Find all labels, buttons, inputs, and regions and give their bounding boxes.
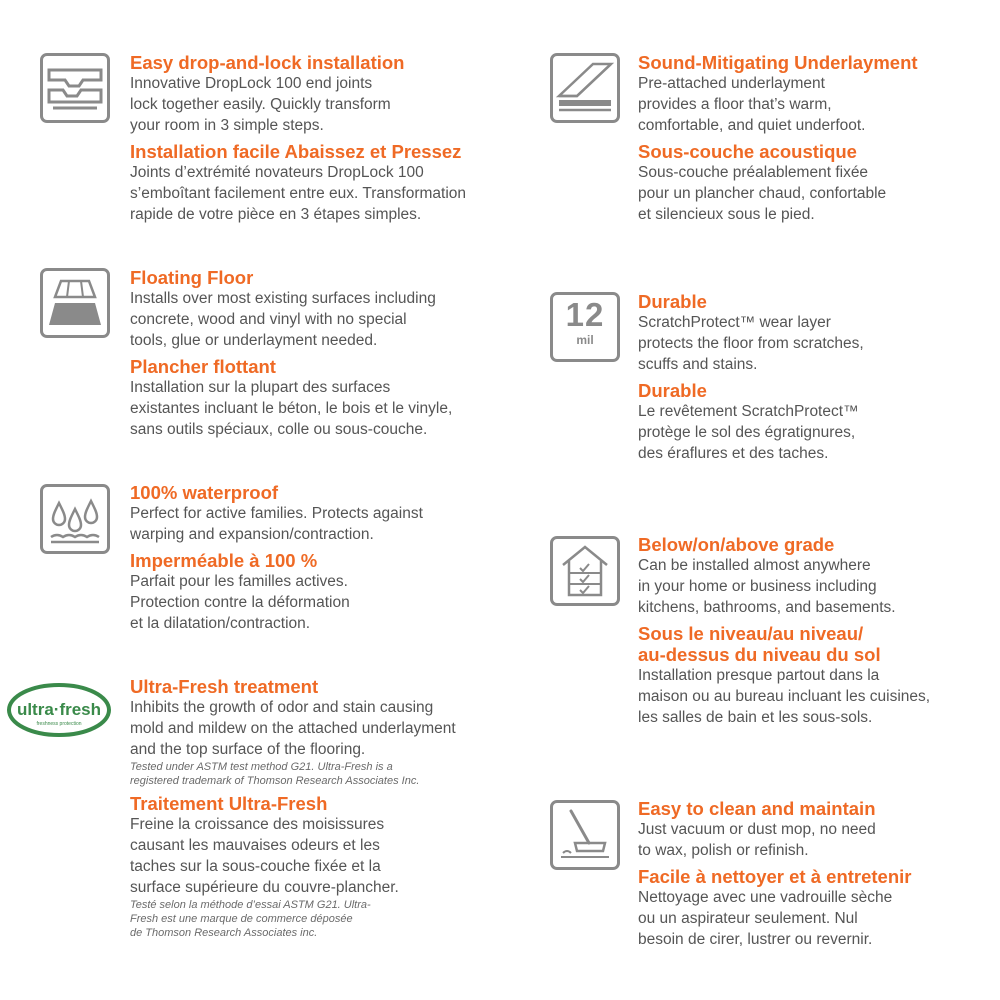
clean-title-fr: Facile à nettoyer et à entretenir — [638, 866, 912, 887]
durable-body-en-line: protects the floor from scratches, — [638, 335, 864, 352]
waterproof-body-fr-line: et la dilatation/contraction. — [130, 615, 311, 632]
droplock-body-en-line: Innovative DropLock 100 end joints — [130, 75, 373, 92]
floating-body-en-line: Installs over most existing surfaces including — [130, 290, 436, 307]
floating-title-fr: Plancher flottant — [130, 356, 276, 377]
ultrafresh-note-fr-line: Testé selon la méthode d’essai ASTM G21. Ultra- — [130, 899, 371, 911]
underlayment-layers-icon — [550, 53, 620, 123]
underlayment-title-en: Sound-Mitigating Underlayment — [638, 52, 918, 73]
waterproof-body-fr-line: Protection contre la déformation — [130, 594, 350, 611]
ultrafresh-title-fr: Traitement Ultra-Fresh — [130, 793, 328, 814]
grade-body-fr-line: Installation presque partout dans la — [638, 667, 880, 684]
droplock-title-en: Easy drop-and-lock installation — [130, 52, 405, 73]
wear-layer-12-mil-icon — [550, 292, 620, 362]
floating-title-en: Floating Floor — [130, 267, 254, 288]
floating-body-en-line: tools, glue or underlayment needed. — [130, 332, 378, 349]
house-levels-icon — [550, 536, 620, 606]
floating-body-fr-line: Installation sur la plupart des surfaces — [130, 379, 391, 396]
dust-mop-icon — [550, 800, 620, 870]
ultrafresh-body-fr-line: Freine la croissance des moisissures — [130, 816, 385, 833]
ultrafresh-note-en-line: registered trademark of Thomson Research Associates Inc. — [130, 775, 420, 787]
clean-body-fr-line: Nettoyage avec une vadrouille sèche — [638, 889, 893, 906]
ultrafresh-note-fr-line: de Thomson Research Associates inc. — [130, 927, 318, 939]
durable-body-en-line: scuffs and stains. — [638, 356, 758, 373]
clean-title-en: Easy to clean and maintain — [638, 798, 876, 819]
clean-body-fr-line: ou un aspirateur seulement. Nul — [638, 910, 858, 927]
ultra-fresh-logo — [6, 682, 112, 738]
droplock-body-fr-line: s’emboîtant facilement entre eux. Transformation — [130, 185, 466, 202]
durable-body-fr-line: Le revêtement ScratchProtect™ — [638, 403, 859, 420]
grade-body-en-line: in your home or business including — [638, 578, 877, 595]
underlayment-body-fr-line: Sous-couche préalablement fixée — [638, 164, 869, 181]
wear-layer-number: 12 — [565, 296, 605, 333]
ultrafresh-body-fr-line: taches sur la sous-couche fixée et la — [130, 858, 381, 875]
droplock-body-en-line: lock together easily. Quickly transform — [130, 96, 391, 113]
wear-layer-unit: mil — [576, 333, 594, 347]
droplock-body-fr-line: Joints d’extrémité novateurs DropLock 100 — [130, 164, 424, 181]
durable-title-en: Durable — [638, 291, 707, 312]
ultra-fresh-logo-tagline: freshness protection — [36, 721, 82, 727]
grade-title-en: Below/on/above grade — [638, 534, 835, 555]
grade-body-fr-line: maison ou au bureau incluant les cuisines, — [638, 688, 931, 705]
grade-body-en-line: kitchens, bathrooms, and basements. — [638, 599, 896, 616]
ultrafresh-body-en-line: mold and mildew on the attached underlayment — [130, 720, 456, 737]
ultrafresh-note-en-line: Tested under ASTM test method G21. Ultra-Fresh is a — [130, 761, 393, 773]
durable-body-en-line: ScratchProtect™ wear layer — [638, 314, 831, 331]
underlayment-body-fr-line: pour un plancher chaud, confortable — [638, 185, 887, 202]
underlayment-body-en-line: comfortable, and quiet underfoot. — [638, 117, 866, 134]
droplock-body-en-line: your room in 3 simple steps. — [130, 117, 324, 134]
grade-title-fr-line: Sous le niveau/au niveau/ — [638, 623, 864, 644]
ultrafresh-body-fr-line: causant les mauvaises odeurs et les — [130, 837, 380, 854]
clean-body-fr-line: besoin de cirer, lustrer ou revernir. — [638, 931, 873, 948]
clean-body-en-line: to wax, polish or refinish. — [638, 842, 809, 859]
durable-title-fr: Durable — [638, 380, 707, 401]
underlayment-body-en-line: provides a floor that’s warm, — [638, 96, 832, 113]
ultrafresh-body-en-line: and the top surface of the flooring. — [130, 741, 366, 758]
waterproof-body-fr-line: Parfait pour les familles actives. — [130, 573, 348, 590]
water-drops-icon — [40, 484, 110, 554]
floating-body-en-line: concrete, wood and vinyl with no special — [130, 311, 407, 328]
underlayment-body-en-line: Pre-attached underlayment — [638, 75, 825, 92]
droplock-body-fr-line: rapide de votre pièce en 3 étapes simples. — [130, 206, 422, 223]
grade-title-fr-line: au-dessus du niveau du sol — [638, 644, 881, 665]
waterproof-title-fr: Imperméable à 100 % — [130, 550, 318, 571]
droplock-title-fr: Installation facile Abaissez et Pressez — [130, 141, 462, 162]
floating-floor-icon — [40, 268, 110, 338]
ultrafresh-body-en-line: Inhibits the growth of odor and stain causing — [130, 699, 434, 716]
ultrafresh-note-fr-line: Fresh est une marque de commerce déposée — [130, 913, 353, 925]
durable-body-fr-line: protège le sol des égratignures, — [638, 424, 856, 441]
waterproof-body-en-line: Perfect for active families. Protects against — [130, 505, 423, 522]
grade-body-en-line: Can be installed almost anywhere — [638, 557, 871, 574]
ultra-fresh-logo-text: ultra·fresh — [16, 700, 102, 719]
droplock-joint-icon — [40, 53, 110, 123]
underlayment-body-fr-line: et silencieux sous le pied. — [638, 206, 815, 223]
underlayment-title-fr: Sous-couche acoustique — [638, 141, 857, 162]
grade-body-fr-line: les salles de bain et les sous-sols. — [638, 709, 873, 726]
ultrafresh-title-en: Ultra-Fresh treatment — [130, 676, 319, 697]
floating-body-fr-line: sans outils spéciaux, colle ou sous-couche. — [130, 421, 428, 438]
durable-body-fr-line: des éraflures et des taches. — [638, 445, 829, 462]
waterproof-body-en-line: warping and expansion/contraction. — [130, 526, 374, 543]
ultrafresh-body-fr-line: surface supérieure du couvre-plancher. — [130, 879, 399, 896]
waterproof-title-en: 100% waterproof — [130, 482, 279, 503]
clean-body-en-line: Just vacuum or dust mop, no need — [638, 821, 876, 838]
floating-body-fr-line: existantes incluant le béton, le bois et le vinyle, — [130, 400, 453, 417]
